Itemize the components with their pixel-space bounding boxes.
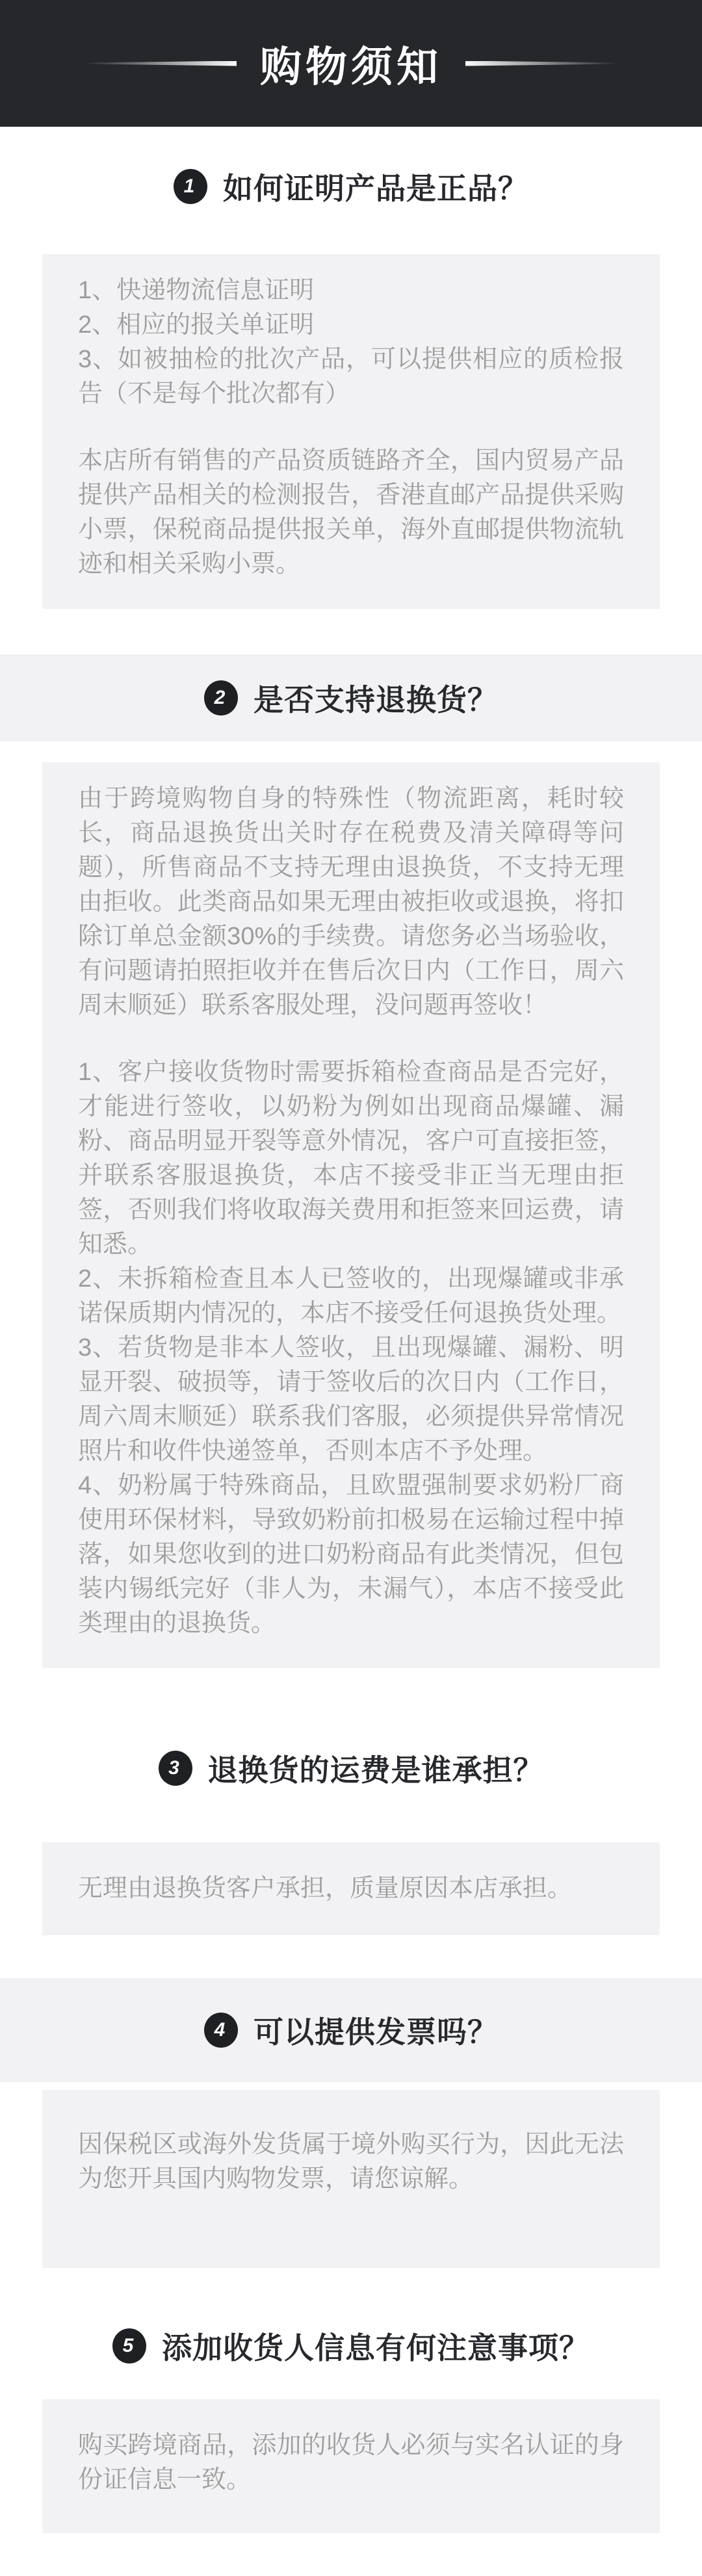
decor-line-left-icon [87, 61, 237, 66]
answer-paragraph: 无理由退换货客户承担，质量原因本店承担。 [78, 1875, 573, 1902]
section-invoice [0, 1978, 702, 2268]
question-heading [0, 1745, 702, 1792]
page-header [0, 0, 702, 127]
decor-line-right-icon [465, 61, 615, 66]
answer-paragraph: 3、若货物是非本人签收，且出现爆罐、漏粉、明显开裂、破损等，请于签收后的次日内（工作日，周六周末顺延）联系我们客服，必须提供异常情况照片和收件快递签单，否则本店不予处理。 [78, 1334, 624, 1465]
question-title: 退换货的运费是谁承担？ [207, 1753, 544, 1787]
answer-paragraph: 2、未拆箱检查且本人已签收的，出现爆罐或非承诺保质期内情况的，本店不接受任何退换货处理。 [78, 1265, 624, 1327]
section-shipping-fee [0, 1745, 702, 1935]
answer-box [42, 2399, 660, 2533]
question-heading [0, 675, 702, 721]
number-badge-5: 5 [112, 2328, 146, 2363]
answer-paragraph: 1、客户接收货物时需要拆箱检查商品是否完好，才能进行签收，以奶粉为例如出现商品爆罐、漏粉、商品明显开裂等意外情况，客户可直接拒签，并联系客服退换货，本店不接受非正当无理由拒签，否则我们将收取海关费用和拒签来回运费，请知悉。 [78, 1059, 624, 1258]
answer-box [42, 762, 660, 1668]
question-title: 是否支持退换货？ [254, 683, 498, 717]
answer-paragraph: 1、快递物流信息证明 [78, 277, 315, 304]
answer-paragraph: 4、奶粉属于特殊商品，且欧盟强制要求奶粉厂商使用环保材料，导致奶粉前扣极易在运输过程中掉落，如果您收到的进口奶粉商品有此类情况，但包装内锡纸完好（非人为，未漏气），本店不接受此类理由的退换货。 [78, 1472, 624, 1637]
question-title: 如何证明产品是正品？ [223, 172, 528, 205]
number-badge-4: 4 [204, 2013, 238, 2048]
number-badge-1: 1 [174, 169, 207, 204]
heading-band [0, 1978, 702, 2082]
question-heading [0, 2323, 702, 2369]
answer-paragraph: 由于跨境购物自身的特殊性（物流距离，耗时较长，商品退换货出关时存在税费及清关障碍等问题），所售商品不支持无理由退换货，不支持无理由拒收。此类商品如果无理由被拒收或退换，将扣除订单总金额30%的手续费。请您务必当场验收，有问题请拍照拒收并在售后次日内（工作日，周六周末顺延）联系客服处理，没问题再签收！ [78, 785, 624, 1019]
section-recipient-info [0, 2323, 702, 2533]
answer-box [42, 2090, 660, 2268]
heading-band [0, 654, 702, 741]
question-heading [0, 163, 702, 210]
answer-paragraph: 因保税区或海外发货属于境外购买行为，因此无法为您开具国内购物发票，请您谅解。 [78, 2131, 624, 2193]
question-heading [0, 2007, 702, 2054]
number-badge-2: 2 [204, 680, 238, 715]
question-title: 添加收货人信息有何注意事项？ [162, 2331, 590, 2365]
answer-paragraph: 3、如被抽检的批次产品，可以提供相应的质检报告（不是每个批次都有） [78, 346, 624, 407]
page-title: 购物须知 [260, 43, 442, 90]
answer-paragraph: 购买跨境商品，添加的收货人必须与实名认证的身份证信息一致。 [78, 2432, 624, 2493]
answer-paragraph: 本店所有销售的产品资质链路齐全，国内贸易产品提供产品相关的检测报告，香港直邮产品提供采购小票，保税商品提供报关单，海外直邮提供物流轨迹和相关采购小票。 [78, 447, 624, 578]
section-returns-policy [0, 654, 702, 1668]
answer-paragraph: 2、相应的报关单证明 [78, 311, 315, 339]
question-title: 可以提供发票吗？ [254, 2015, 498, 2049]
number-badge-3: 3 [159, 1751, 192, 1786]
answer-box [42, 1842, 660, 1935]
section-authenticity [0, 163, 702, 609]
answer-box [42, 254, 660, 609]
